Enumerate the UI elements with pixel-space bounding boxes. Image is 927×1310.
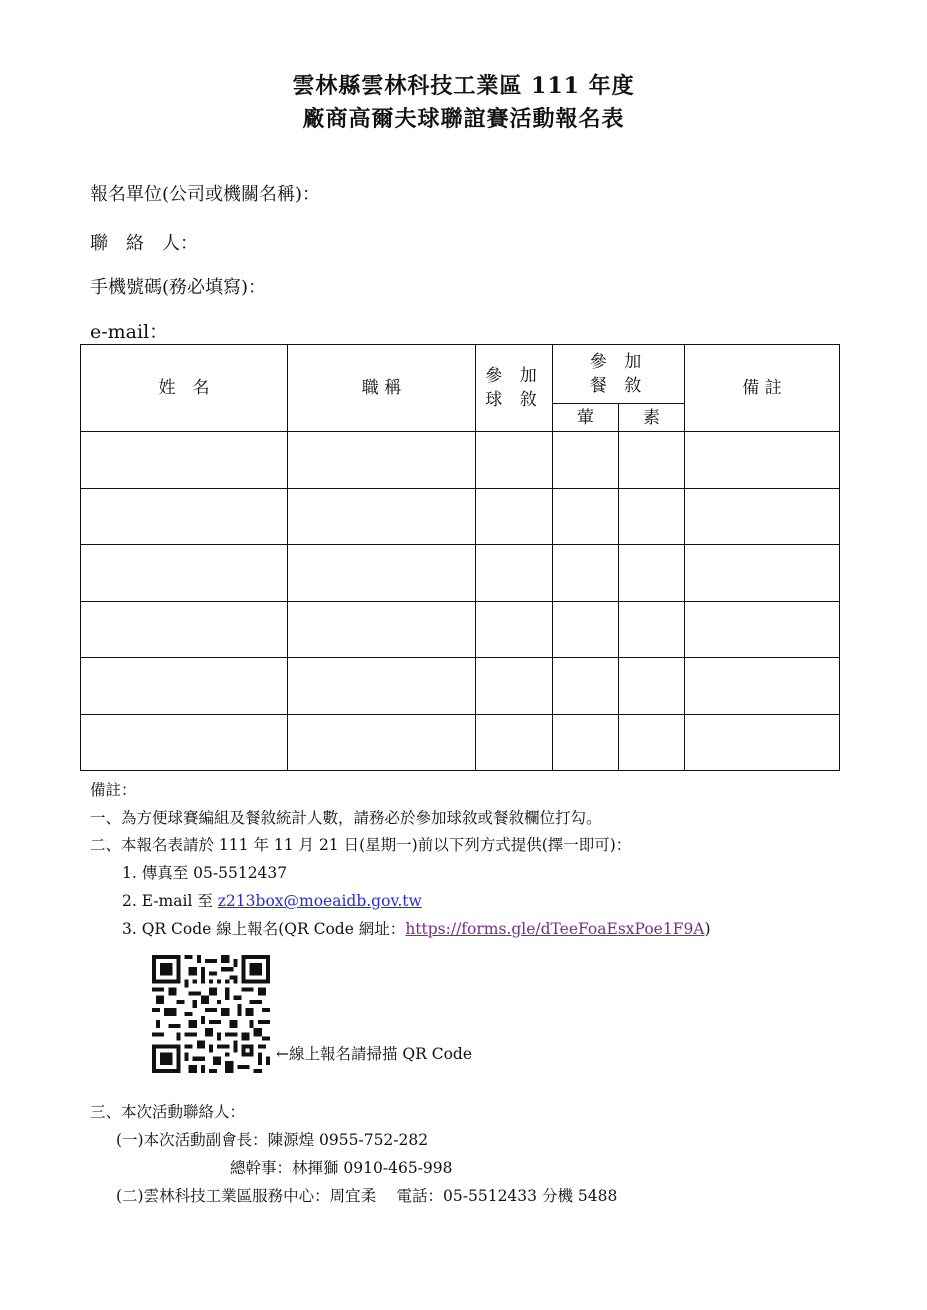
- note-option-fax: 1. 傳真至 05-5512437: [122, 864, 288, 882]
- cell-golf[interactable]: [476, 432, 553, 489]
- registration-table: [80, 344, 840, 771]
- header-meal-line2: 餐 敘: [589, 376, 648, 396]
- cell-title[interactable]: [288, 545, 476, 602]
- note-item2: 二、本報名表請於 111 年 11 月 21 日(星期一)前以下列方式提供(擇一即可)：: [90, 836, 632, 854]
- table-row: [81, 601, 840, 658]
- field-mobile-label: 手機號碼(務必填寫)：: [90, 277, 267, 298]
- cell-veg[interactable]: [619, 601, 685, 658]
- cell-remark[interactable]: [685, 488, 840, 545]
- cell-meat[interactable]: [553, 658, 619, 715]
- notes-heading: 備註：: [90, 781, 137, 799]
- note-option-qr-prefix: 3. QR Code 線上報名(QR Code 網址：: [122, 920, 406, 938]
- header-golf-line1: 參 加: [485, 366, 543, 386]
- header-golf: [476, 345, 553, 432]
- cell-title[interactable]: [288, 432, 476, 489]
- table-row: [81, 432, 840, 489]
- note-item1: 一、為方便球賽編組及餐敘統計人數，請務必於參加球敘或餐敘欄位打勾。: [90, 809, 602, 827]
- header-name: 姓 名: [81, 345, 288, 432]
- cell-name[interactable]: [81, 714, 288, 771]
- cell-golf[interactable]: [476, 601, 553, 658]
- cell-remark[interactable]: [685, 714, 840, 771]
- contact-line1: (一)本次活動副會長：陳源煌 0955-752-282: [116, 1131, 429, 1149]
- contact-line2: 總幹事：林揮獅 0910-465-998: [230, 1159, 453, 1177]
- cell-meat[interactable]: [553, 714, 619, 771]
- contacts-heading: 三、本次活動聯絡人：: [90, 1103, 246, 1121]
- cell-name[interactable]: [81, 545, 288, 602]
- cell-meat[interactable]: [553, 488, 619, 545]
- cell-title[interactable]: [288, 601, 476, 658]
- cell-name[interactable]: [81, 658, 288, 715]
- cell-title[interactable]: [288, 488, 476, 545]
- form-title-line1: 雲林縣雲林科技工業區 111 年度: [292, 73, 635, 99]
- field-email-label: e-mail：: [90, 321, 169, 343]
- cell-title[interactable]: [288, 658, 476, 715]
- field-unit-label: 報名單位(公司或機關名稱)：: [90, 184, 321, 205]
- cell-veg[interactable]: [619, 488, 685, 545]
- header-meal: [553, 345, 685, 404]
- cell-golf[interactable]: [476, 658, 553, 715]
- email-link[interactable]: z213box@moeaidb.gov.tw: [217, 892, 422, 910]
- header-golf-line2: 球 敘: [485, 390, 543, 410]
- cell-meat[interactable]: [553, 545, 619, 602]
- form-url-link[interactable]: https://forms.gle/dTeeFoaEsxPoe1F9A: [405, 920, 705, 938]
- cell-veg[interactable]: [619, 432, 685, 489]
- cell-name[interactable]: [81, 601, 288, 658]
- note-option-email-prefix: 2. E-mail 至: [122, 892, 218, 910]
- header-veg: 素: [619, 404, 685, 432]
- cell-veg[interactable]: [619, 545, 685, 602]
- qr-code-icon[interactable]: [152, 955, 270, 1073]
- contact-line3: (二)雲林科技工業區服務中心：周宜柔 電話：05-5512433 分機 5488: [116, 1187, 618, 1205]
- cell-name[interactable]: [81, 432, 288, 489]
- cell-remark[interactable]: [685, 601, 840, 658]
- table-row: [81, 658, 840, 715]
- cell-name[interactable]: [81, 488, 288, 545]
- cell-meat[interactable]: [553, 432, 619, 489]
- field-contact-label: 聯 絡 人：: [90, 233, 198, 254]
- cell-remark[interactable]: [685, 658, 840, 715]
- note-option-qr-suffix: ): [704, 920, 711, 938]
- cell-golf[interactable]: [476, 545, 553, 602]
- cell-meat[interactable]: [553, 601, 619, 658]
- cell-golf[interactable]: [476, 714, 553, 771]
- form-title-line2: 廠商高爾夫球聯誼賽活動報名表: [302, 106, 625, 132]
- note-option-qr: [122, 917, 711, 939]
- table-row: [81, 545, 840, 602]
- cell-veg[interactable]: [619, 658, 685, 715]
- header-title: 職 稱: [288, 345, 476, 432]
- header-meat: 葷: [553, 404, 619, 432]
- cell-title[interactable]: [288, 714, 476, 771]
- cell-remark[interactable]: [685, 545, 840, 602]
- header-remark: 備 註: [685, 345, 840, 432]
- header-meal-line1: 參 加: [589, 352, 648, 372]
- table-row: [81, 488, 840, 545]
- cell-veg[interactable]: [619, 714, 685, 771]
- qr-caption: ←線上報名請掃描 QR Code: [276, 1045, 473, 1063]
- cell-remark[interactable]: [685, 432, 840, 489]
- cell-golf[interactable]: [476, 488, 553, 545]
- note-option-email: [122, 889, 422, 911]
- table-row: [81, 714, 840, 771]
